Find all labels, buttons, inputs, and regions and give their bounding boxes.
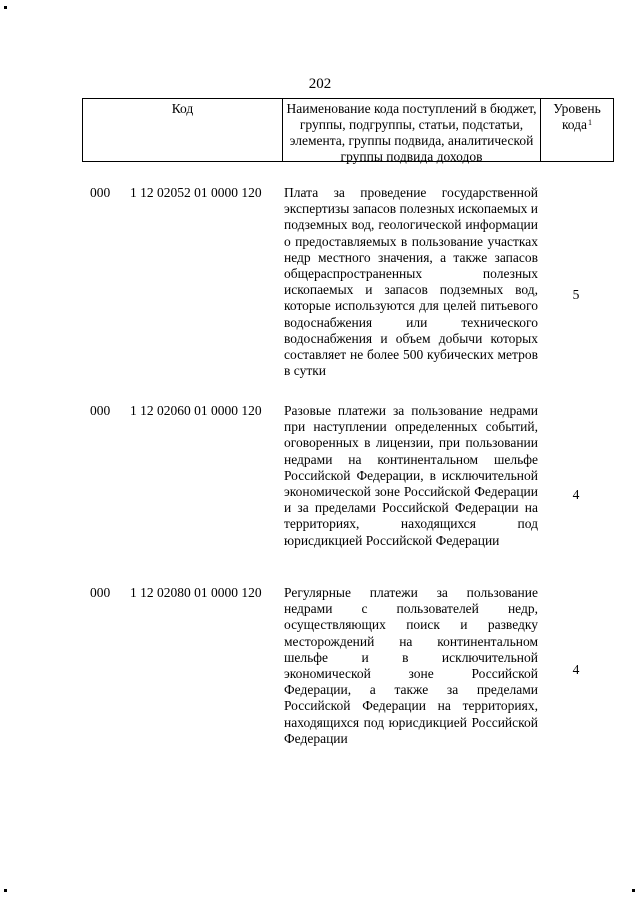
row-description: Регулярные платежи за пользование недрами с пользователей недр, осуществляющих поиск и разведку месторождений на континентальном шельфе и в исключительной экономической зоне Российской Федерации, а также за пределами Российской Федерации на территориях, находящихся под юрисдикцией Российской Федерации <box>284 585 538 746</box>
table-header <box>82 98 614 162</box>
row-level: 4 <box>572 662 580 677</box>
row-admin-code: 000 <box>90 403 111 418</box>
header-level-column <box>541 99 613 161</box>
page-number: 202 <box>308 76 332 92</box>
row-income-code: 1 12 02060 01 0000 120 <box>130 403 262 418</box>
header-code-column: Код <box>83 99 283 161</box>
row-admin-code: 000 <box>90 185 111 200</box>
header-level-label: Уровень кода <box>553 101 601 132</box>
row-description: Плата за проведение государственной экспертизы запасов полезных ископаемых и подземных вод, геологической информации о предоставляемых в пользование участках недр местного значения, а также запасов общераспространенных полезных ископаемых и запасов подземных вод, которые используются для целей питьевого водоснабжения или технического водоснабжения и объем добычи которых составляет не более 500 кубических метров в сутки <box>284 185 539 379</box>
row-income-code: 1 12 02080 01 0000 120 <box>130 585 262 600</box>
row-admin-code: 000 <box>90 585 111 600</box>
scan-mark <box>632 889 635 892</box>
row-level: 4 <box>572 487 580 502</box>
row-level: 5 <box>572 287 580 302</box>
header-name-column: Наименование кода поступлений в бюджет, группы, подгруппы, статьи, подстатьи, элемента, группы подвида, аналитической группы подвида доходов <box>283 99 541 161</box>
footnote-marker: 1 <box>588 118 593 127</box>
row-description: Разовые платежи за пользование недрами при наступлении определенных событий, оговоренных в лицензии, при пользовании недрами на континентальном шельфе Российской Федерации, в исключительной экономической зоне Российской Федерации и за пределами Российской Федерации на территориях, находящихся под юрисдикцией Российской Федерации <box>284 403 538 548</box>
row-income-code: 1 12 02052 01 0000 120 <box>130 185 262 200</box>
scan-mark <box>4 6 7 9</box>
scan-mark <box>4 889 7 892</box>
